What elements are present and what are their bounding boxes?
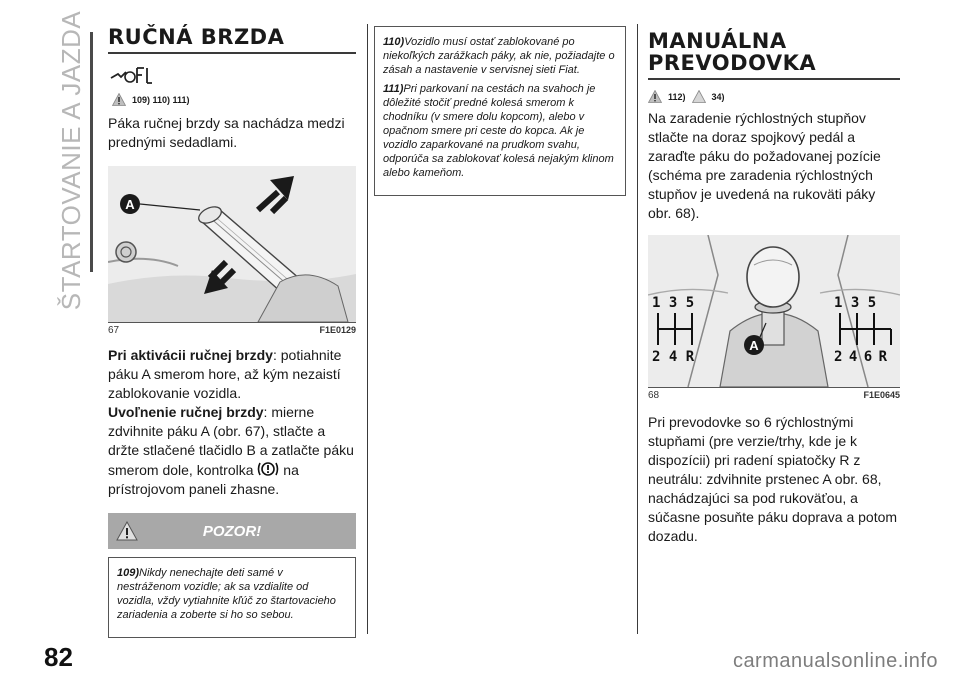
warning-triangle-icon — [116, 521, 138, 541]
figure-number: 68 — [648, 390, 660, 401]
activation-label: Pri aktivácii ručnej brzdy — [108, 347, 273, 363]
figure-number: 67 — [108, 325, 120, 336]
right-pattern-top: 1 3 5 — [834, 295, 877, 311]
handbrake-illustration — [108, 166, 356, 322]
right-pattern-bottom: 2 4 6 R — [834, 349, 887, 365]
parking-brake-symbol — [108, 64, 356, 91]
section-heading-line1: MANUÁLNA — [648, 29, 787, 53]
note-111-text: Pri parkovaní na cestách na svahoch je dôležité stočiť predné kolesá smerom k chodníku (v smere dolu kopcom), alebo v opačnom smere pri ceste do kopca. Ak je vozidlo zaparkované na prudkom svahu, odporúča sa zablokovať kolesá nejakým klinom alebo kameňom. — [383, 83, 614, 179]
warning-ref-a: 112) — [668, 91, 686, 102]
figure-code: F1E0129 — [319, 325, 356, 335]
release-text: : mierne zdvihnite páku A (obr. 67), stlačte a držte stlačené tlačidlo B a zatlačte páku smerom dole, kontrolka — [108, 404, 354, 478]
sidebar-section-title — [52, 10, 92, 310]
column-divider-1 — [367, 24, 368, 634]
figure-68-caption — [648, 388, 900, 403]
column-divider-2 — [637, 24, 638, 634]
warning-banner — [108, 513, 356, 549]
continued-note-box — [374, 26, 626, 196]
warning-triangle-icon — [112, 93, 126, 106]
column-notes — [374, 26, 626, 196]
figure-67 — [108, 166, 356, 323]
left-pattern-bottom: 2 4 R — [652, 349, 695, 365]
note-111 — [383, 82, 617, 180]
page-number: 82 — [44, 642, 73, 672]
parking-brake-icon — [108, 64, 158, 86]
heading-rule — [108, 52, 356, 54]
note-111-number: 111) — [383, 83, 404, 95]
column-parking-brake — [108, 26, 356, 638]
gearbox-reverse-paragraph: Pri prevodovke so 6 rýchlostnými stupňami (pre verzie/trhy, kde je k dispozícii) pri radení spiatočky R z neutrálu: zdvihnite prstenec A obr. 68, nachádzajúci sa pod rukoväťou, a súčasne posuňte páku doprava a potom dozadu. — [648, 414, 898, 544]
warning-refs-row — [112, 93, 356, 106]
left-pattern-top: 1 3 5 — [652, 295, 695, 311]
figure-code: F1E0645 — [863, 390, 900, 400]
note-triangle-icon — [692, 90, 706, 103]
release-label: Uvoľnenie ručnej brzdy — [108, 404, 264, 420]
figure-label-a: A — [125, 197, 135, 212]
figure-67-caption — [108, 323, 356, 338]
note-109-text: Nikdy nenechajte deti samé v nestráženom vozidle; ak sa vzdialite od vozidla, vždy vytiahnite kľúč zo štartovacieho zariadenia a zoberte si ho so sebou. — [117, 567, 336, 621]
heading-rule — [648, 78, 900, 80]
warning-triangle-icon — [648, 90, 662, 103]
figure-label-a: A — [749, 338, 759, 353]
note-109 — [117, 566, 347, 622]
release-tail: na prístrojovom paneli zhasne. — [108, 462, 299, 497]
section-title-text: ŠTARTOVANIE A JAZDA — [56, 10, 87, 310]
section-heading: RUČNÁ BRZDA — [108, 25, 285, 49]
intro-text: Páka ručnej brzdy sa nachádza medzi prednými sedadlami. — [108, 115, 345, 150]
warning-refs: 109) 110) 111) — [132, 94, 190, 105]
figure-68 — [648, 235, 900, 388]
warning-note-box — [108, 557, 356, 638]
note-110 — [383, 35, 617, 77]
gearshift-illustration — [648, 235, 900, 387]
release-paragraph — [108, 403, 356, 499]
warning-label: POZOR! — [202, 522, 262, 540]
brake-warning-light-icon — [257, 460, 279, 478]
column-manual-gearbox — [648, 30, 900, 546]
sidebar-rule — [90, 32, 93, 272]
warning-ref-b: 34) — [711, 91, 725, 102]
note-109-number: 109) — [117, 567, 140, 579]
section-heading-line2: PREVODOVKA — [648, 51, 817, 75]
watermark: carmanualsonline.info — [732, 650, 938, 672]
gearbox-intro: Na zaradenie rýchlostných stupňov stlačte na doraz spojkový pedál a zaraďte páku do požadovanej pozície (schéma pre zaradenia rýchlostných stupňov je uvedená na rukoväti páky obr. 68). — [648, 110, 881, 221]
warning-refs-row — [648, 90, 900, 103]
activation-text: : potiahnite páku A smerom hore, až kým nezaistí zablokovanie vozidla. — [108, 347, 342, 401]
note-110-number: 110) — [383, 36, 405, 48]
activation-paragraph — [108, 346, 356, 403]
note-110-text: Vozidlo musí ostať zablokované po niekoľkých zarážkach páky, ak nie, požiadajte o zásah a nastavenie v servisnej sieti Fiat. — [383, 36, 615, 76]
